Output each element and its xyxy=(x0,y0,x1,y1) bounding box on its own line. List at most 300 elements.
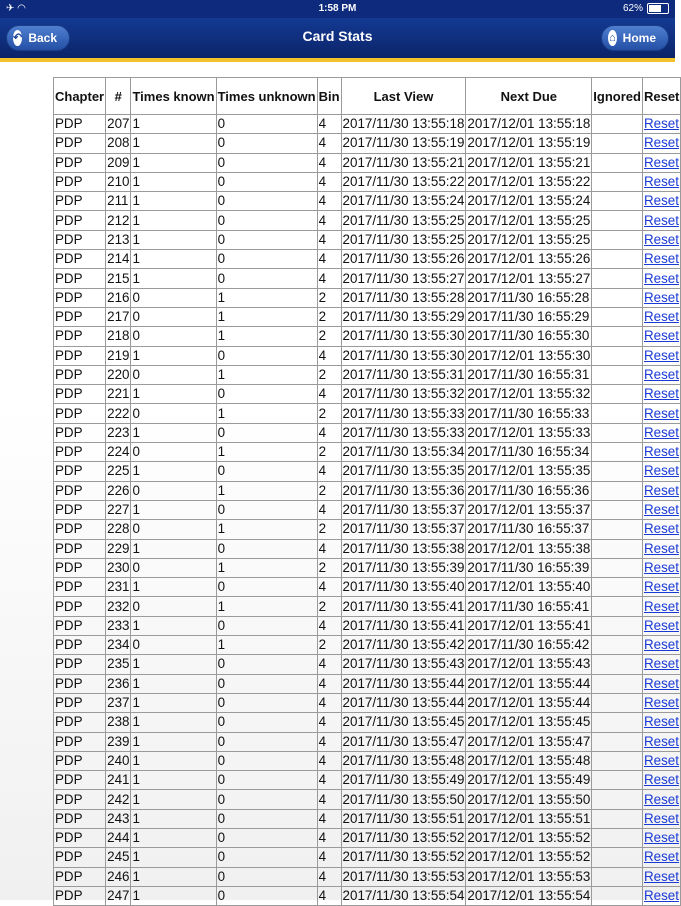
reset-link[interactable]: Reset xyxy=(643,733,679,749)
cell-times-known: 0 xyxy=(131,443,216,462)
cell-times-unknown: 0 xyxy=(216,211,317,230)
cell-reset xyxy=(642,115,680,134)
reset-link[interactable]: Reset xyxy=(643,830,679,846)
reset-link[interactable]: Reset xyxy=(643,868,679,884)
cell-ignored xyxy=(592,539,643,558)
cell-reset xyxy=(642,886,680,905)
cell-reset xyxy=(642,597,680,616)
cell-times-unknown: 1 xyxy=(216,481,317,500)
cell-chapter: PDP xyxy=(54,732,106,751)
cell-bin: 2 xyxy=(317,443,341,462)
cell-bin: 4 xyxy=(317,674,341,693)
cell-times-unknown: 1 xyxy=(216,636,317,655)
header-number: # xyxy=(106,78,131,115)
cell-reset xyxy=(642,481,680,500)
table-header-row xyxy=(54,78,681,115)
table-row xyxy=(54,269,681,288)
cell-chapter: PDP xyxy=(54,462,106,481)
cell-times-unknown: 1 xyxy=(216,520,317,539)
cell-last-view: 2017/11/30 13:55:44 xyxy=(341,693,466,712)
cell-number: 213 xyxy=(106,230,131,249)
cell-times-unknown: 0 xyxy=(216,732,317,751)
cell-last-view: 2017/11/30 13:55:42 xyxy=(341,636,466,655)
cell-number: 208 xyxy=(106,134,131,153)
cell-bin: 4 xyxy=(317,771,341,790)
cell-chapter: PDP xyxy=(54,346,106,365)
cell-bin: 4 xyxy=(317,578,341,597)
cell-times-known: 0 xyxy=(131,558,216,577)
cell-last-view: 2017/11/30 13:55:52 xyxy=(341,828,466,847)
table-row xyxy=(54,172,681,191)
header-ignored: Ignored xyxy=(592,78,643,115)
cell-times-unknown: 1 xyxy=(216,307,317,326)
table-row xyxy=(54,867,681,886)
cell-chapter: PDP xyxy=(54,751,106,770)
cell-next-due: 2017/11/30 16:55:29 xyxy=(466,307,592,326)
reset-link[interactable]: Reset xyxy=(643,482,679,498)
home-label: Home xyxy=(622,31,656,45)
cell-ignored xyxy=(592,192,643,211)
cell-next-due: 2017/12/01 13:55:44 xyxy=(466,693,592,712)
cell-ignored xyxy=(592,327,643,346)
cell-bin: 2 xyxy=(317,307,341,326)
cell-times-unknown: 0 xyxy=(216,828,317,847)
cell-reset xyxy=(642,693,680,712)
cell-times-known: 1 xyxy=(131,674,216,693)
cell-times-known: 1 xyxy=(131,867,216,886)
cell-number: 215 xyxy=(106,269,131,288)
cell-chapter: PDP xyxy=(54,616,106,635)
table-row xyxy=(54,790,681,809)
cell-last-view: 2017/11/30 13:55:27 xyxy=(341,269,466,288)
cell-number: 241 xyxy=(106,771,131,790)
cell-last-view: 2017/11/30 13:55:45 xyxy=(341,713,466,732)
cell-ignored xyxy=(592,481,643,500)
reset-link[interactable]: Reset xyxy=(643,810,679,826)
cell-ignored xyxy=(592,809,643,828)
cell-bin: 4 xyxy=(317,211,341,230)
status-time: 1:58 PM xyxy=(318,3,357,14)
table-row xyxy=(54,443,681,462)
cell-times-known: 0 xyxy=(131,520,216,539)
cell-last-view: 2017/11/30 13:55:30 xyxy=(341,327,466,346)
cell-ignored xyxy=(592,867,643,886)
cell-last-view: 2017/11/30 13:55:37 xyxy=(341,520,466,539)
cell-reset xyxy=(642,404,680,423)
table-row xyxy=(54,481,681,500)
cell-times-known: 1 xyxy=(131,230,216,249)
cell-last-view: 2017/11/30 13:55:24 xyxy=(341,192,466,211)
table-row xyxy=(54,597,681,616)
cell-times-known: 1 xyxy=(131,385,216,404)
cell-times-known: 0 xyxy=(131,327,216,346)
cell-times-known: 1 xyxy=(131,462,216,481)
cell-bin: 4 xyxy=(317,346,341,365)
cell-times-known: 1 xyxy=(131,192,216,211)
cell-chapter: PDP xyxy=(54,115,106,134)
table-row xyxy=(54,192,681,211)
cell-number: 239 xyxy=(106,732,131,751)
cell-times-known: 1 xyxy=(131,655,216,674)
table-row xyxy=(54,423,681,442)
cell-chapter: PDP xyxy=(54,674,106,693)
cell-times-unknown: 1 xyxy=(216,558,317,577)
header-reset: Reset xyxy=(642,78,680,115)
reset-link[interactable]: Reset xyxy=(643,579,679,595)
reset-link[interactable]: Reset xyxy=(643,116,679,132)
cell-reset xyxy=(642,346,680,365)
battery-status xyxy=(623,3,669,14)
back-arrow-icon: ↶ xyxy=(13,32,23,44)
cell-next-due: 2017/12/01 13:55:43 xyxy=(466,655,592,674)
table-row xyxy=(54,886,681,905)
reset-link[interactable]: Reset xyxy=(643,386,679,402)
cell-ignored xyxy=(592,172,643,191)
reset-link[interactable]: Reset xyxy=(643,502,679,518)
cell-ignored xyxy=(592,462,643,481)
cell-number: 230 xyxy=(106,558,131,577)
cell-ignored xyxy=(592,115,643,134)
reset-link[interactable]: Reset xyxy=(643,424,679,440)
cell-number: 232 xyxy=(106,597,131,616)
cell-chapter: PDP xyxy=(54,153,106,172)
reset-link[interactable]: Reset xyxy=(643,888,679,904)
reset-link[interactable]: Reset xyxy=(643,135,679,151)
cell-number: 221 xyxy=(106,385,131,404)
cell-reset xyxy=(642,134,680,153)
cell-number: 218 xyxy=(106,327,131,346)
reset-link[interactable]: Reset xyxy=(643,231,679,247)
cell-next-due: 2017/12/01 13:55:19 xyxy=(466,134,592,153)
cell-reset xyxy=(642,443,680,462)
cell-reset xyxy=(642,288,680,307)
cell-number: 243 xyxy=(106,809,131,828)
home-button[interactable] xyxy=(601,25,669,51)
cell-times-unknown: 0 xyxy=(216,192,317,211)
cell-times-known: 1 xyxy=(131,693,216,712)
cell-reset xyxy=(642,558,680,577)
cell-last-view: 2017/11/30 13:55:40 xyxy=(341,578,466,597)
cell-last-view: 2017/11/30 13:55:25 xyxy=(341,230,466,249)
cell-next-due: 2017/12/01 13:55:48 xyxy=(466,751,592,770)
cell-number: 223 xyxy=(106,423,131,442)
cell-next-due: 2017/12/01 13:55:25 xyxy=(466,211,592,230)
table-row xyxy=(54,732,681,751)
status-bar xyxy=(0,0,675,18)
reset-link[interactable]: Reset xyxy=(643,463,679,479)
cell-next-due: 2017/12/01 13:55:32 xyxy=(466,385,592,404)
cell-next-due: 2017/12/01 13:55:54 xyxy=(466,886,592,905)
cell-chapter: PDP xyxy=(54,288,106,307)
cell-ignored xyxy=(592,636,643,655)
cell-last-view: 2017/11/30 13:55:21 xyxy=(341,153,466,172)
cell-bin: 4 xyxy=(317,867,341,886)
cell-reset xyxy=(642,365,680,384)
cell-reset xyxy=(642,462,680,481)
reset-link[interactable]: Reset xyxy=(643,540,679,556)
cell-reset xyxy=(642,790,680,809)
table-row xyxy=(54,346,681,365)
cell-bin: 2 xyxy=(317,288,341,307)
reset-link[interactable]: Reset xyxy=(643,559,679,575)
reset-link[interactable]: Reset xyxy=(643,212,679,228)
cell-next-due: 2017/11/30 16:55:33 xyxy=(466,404,592,423)
cell-times-known: 1 xyxy=(131,539,216,558)
reset-link[interactable]: Reset xyxy=(643,637,679,653)
reset-link[interactable]: Reset xyxy=(643,154,679,170)
cell-reset xyxy=(642,250,680,269)
cell-chapter: PDP xyxy=(54,500,106,519)
cell-next-due: 2017/11/30 16:55:42 xyxy=(466,636,592,655)
cell-ignored xyxy=(592,520,643,539)
reset-link[interactable]: Reset xyxy=(643,656,679,672)
cell-next-due: 2017/12/01 13:55:52 xyxy=(466,828,592,847)
table-row xyxy=(54,365,681,384)
cell-reset xyxy=(642,655,680,674)
cell-next-due: 2017/11/30 16:55:34 xyxy=(466,443,592,462)
cell-chapter: PDP xyxy=(54,230,106,249)
cell-ignored xyxy=(592,751,643,770)
table-row xyxy=(54,520,681,539)
cell-times-unknown: 0 xyxy=(216,809,317,828)
cell-bin: 2 xyxy=(317,636,341,655)
reset-link[interactable]: Reset xyxy=(643,328,679,344)
cell-times-known: 1 xyxy=(131,250,216,269)
reset-link[interactable]: Reset xyxy=(643,444,679,460)
cell-number: 240 xyxy=(106,751,131,770)
cell-times-unknown: 1 xyxy=(216,288,317,307)
cell-times-known: 1 xyxy=(131,732,216,751)
cell-ignored xyxy=(592,288,643,307)
cell-chapter: PDP xyxy=(54,558,106,577)
reset-link[interactable]: Reset xyxy=(643,193,679,209)
cell-times-known: 0 xyxy=(131,288,216,307)
cell-next-due: 2017/12/01 13:55:50 xyxy=(466,790,592,809)
cell-ignored xyxy=(592,578,643,597)
table-row xyxy=(54,250,681,269)
reset-link[interactable]: Reset xyxy=(643,714,679,730)
reset-link[interactable]: Reset xyxy=(643,251,679,267)
cell-times-known: 1 xyxy=(131,134,216,153)
cell-reset xyxy=(642,674,680,693)
cell-chapter: PDP xyxy=(54,172,106,191)
cell-times-unknown: 0 xyxy=(216,886,317,905)
cell-number: 237 xyxy=(106,693,131,712)
reset-link[interactable]: Reset xyxy=(643,617,679,633)
cell-times-known: 1 xyxy=(131,115,216,134)
cell-last-view: 2017/11/30 13:55:35 xyxy=(341,462,466,481)
table-row xyxy=(54,771,681,790)
cell-reset xyxy=(642,751,680,770)
reset-link[interactable]: Reset xyxy=(643,675,679,691)
cell-number: 242 xyxy=(106,790,131,809)
reset-link[interactable]: Reset xyxy=(643,270,679,286)
table-row xyxy=(54,230,681,249)
cell-bin: 4 xyxy=(317,500,341,519)
cell-times-known: 0 xyxy=(131,636,216,655)
cell-next-due: 2017/12/01 13:55:35 xyxy=(466,462,592,481)
table-row xyxy=(54,558,681,577)
reset-link[interactable]: Reset xyxy=(643,598,679,614)
table-row xyxy=(54,462,681,481)
cell-times-known: 1 xyxy=(131,153,216,172)
cell-reset xyxy=(642,500,680,519)
reset-link[interactable]: Reset xyxy=(643,347,679,363)
cell-chapter: PDP xyxy=(54,269,106,288)
cell-times-unknown: 0 xyxy=(216,693,317,712)
cell-chapter: PDP xyxy=(54,578,106,597)
header-times-unknown: Times unknown xyxy=(216,78,317,115)
reset-link[interactable]: Reset xyxy=(643,367,679,382)
cell-bin: 4 xyxy=(317,828,341,847)
cell-times-unknown: 0 xyxy=(216,616,317,635)
cell-reset xyxy=(642,578,680,597)
cell-times-unknown: 0 xyxy=(216,153,317,172)
cell-last-view: 2017/11/30 13:55:54 xyxy=(341,886,466,905)
cell-last-view: 2017/11/30 13:55:36 xyxy=(341,481,466,500)
table-row xyxy=(54,616,681,635)
cell-ignored xyxy=(592,713,643,732)
cell-next-due: 2017/12/01 13:55:38 xyxy=(466,539,592,558)
cell-bin: 4 xyxy=(317,693,341,712)
cell-last-view: 2017/11/30 13:55:26 xyxy=(341,250,466,269)
cell-number: 225 xyxy=(106,462,131,481)
cell-last-view: 2017/11/30 13:55:52 xyxy=(341,848,466,867)
cell-bin: 4 xyxy=(317,423,341,442)
cell-next-due: 2017/11/30 16:55:31 xyxy=(466,365,592,384)
cell-times-unknown: 1 xyxy=(216,443,317,462)
reset-link[interactable]: Reset xyxy=(643,791,679,807)
cell-ignored xyxy=(592,230,643,249)
cell-ignored xyxy=(592,365,643,384)
table-row xyxy=(54,153,681,172)
reset-link[interactable]: Reset xyxy=(643,289,679,305)
cell-bin: 4 xyxy=(317,809,341,828)
table-row xyxy=(54,578,681,597)
header-last-view: Last View xyxy=(341,78,466,115)
cell-next-due: 2017/12/01 13:55:37 xyxy=(466,500,592,519)
cell-next-due: 2017/12/01 13:55:27 xyxy=(466,269,592,288)
cell-chapter: PDP xyxy=(54,636,106,655)
cell-next-due: 2017/12/01 13:55:18 xyxy=(466,115,592,134)
cell-bin: 4 xyxy=(317,192,341,211)
cell-last-view: 2017/11/30 13:55:43 xyxy=(341,655,466,674)
cell-bin: 4 xyxy=(317,655,341,674)
cell-next-due: 2017/12/01 13:55:26 xyxy=(466,250,592,269)
cell-reset xyxy=(642,269,680,288)
cell-number: 235 xyxy=(106,655,131,674)
cell-reset xyxy=(642,809,680,828)
cell-ignored xyxy=(592,404,643,423)
cell-reset xyxy=(642,636,680,655)
reset-link[interactable]: Reset xyxy=(643,405,679,421)
cell-ignored xyxy=(592,443,643,462)
cell-next-due: 2017/11/30 16:55:36 xyxy=(466,481,592,500)
cell-next-due: 2017/12/01 13:55:21 xyxy=(466,153,592,172)
cell-chapter: PDP xyxy=(54,520,106,539)
cell-times-unknown: 0 xyxy=(216,713,317,732)
cell-last-view: 2017/11/30 13:55:47 xyxy=(341,732,466,751)
cell-reset xyxy=(642,153,680,172)
cell-number: 244 xyxy=(106,828,131,847)
cell-times-unknown: 0 xyxy=(216,346,317,365)
cell-number: 247 xyxy=(106,886,131,905)
cell-chapter: PDP xyxy=(54,886,106,905)
cell-last-view: 2017/11/30 13:55:18 xyxy=(341,115,466,134)
cell-ignored xyxy=(592,597,643,616)
cell-bin: 4 xyxy=(317,172,341,191)
reset-link[interactable]: Reset xyxy=(643,695,679,711)
cell-number: 210 xyxy=(106,172,131,191)
table-row xyxy=(54,307,681,326)
reset-link[interactable]: Reset xyxy=(643,521,679,537)
table-row xyxy=(54,751,681,770)
cell-number: 246 xyxy=(106,867,131,886)
cell-ignored xyxy=(592,500,643,519)
cell-last-view: 2017/11/30 13:55:50 xyxy=(341,790,466,809)
cell-number: 233 xyxy=(106,616,131,635)
table-row xyxy=(54,211,681,230)
reset-link[interactable]: Reset xyxy=(643,752,679,768)
cell-last-view: 2017/11/30 13:55:28 xyxy=(341,288,466,307)
cell-times-unknown: 0 xyxy=(216,751,317,770)
cell-times-known: 1 xyxy=(131,828,216,847)
cell-last-view: 2017/11/30 13:55:41 xyxy=(341,597,466,616)
home-icon: ⌂ xyxy=(609,32,616,44)
reset-link[interactable]: Reset xyxy=(643,309,679,325)
cell-chapter: PDP xyxy=(54,597,106,616)
cell-chapter: PDP xyxy=(54,307,106,326)
cell-chapter: PDP xyxy=(54,423,106,442)
cell-number: 222 xyxy=(106,404,131,423)
cell-last-view: 2017/11/30 13:55:25 xyxy=(341,211,466,230)
cell-times-unknown: 0 xyxy=(216,172,317,191)
cell-chapter: PDP xyxy=(54,211,106,230)
cell-next-due: 2017/11/30 16:55:30 xyxy=(466,327,592,346)
cell-times-known: 1 xyxy=(131,578,216,597)
cell-next-due: 2017/12/01 13:55:25 xyxy=(466,230,592,249)
cell-bin: 4 xyxy=(317,115,341,134)
table-row xyxy=(54,288,681,307)
cell-reset xyxy=(642,867,680,886)
header-times-known: Times known xyxy=(131,78,216,115)
reset-link[interactable]: Reset xyxy=(643,849,679,865)
cell-bin: 4 xyxy=(317,751,341,770)
cell-bin: 4 xyxy=(317,134,341,153)
cell-number: 214 xyxy=(106,250,131,269)
cell-bin: 2 xyxy=(317,520,341,539)
cell-chapter: PDP xyxy=(54,327,106,346)
cell-ignored xyxy=(592,828,643,847)
cell-times-known: 1 xyxy=(131,886,216,905)
cell-last-view: 2017/11/30 13:55:33 xyxy=(341,423,466,442)
reset-link[interactable]: Reset xyxy=(643,772,679,788)
cell-number: 238 xyxy=(106,713,131,732)
cell-chapter: PDP xyxy=(54,693,106,712)
cell-reset xyxy=(642,192,680,211)
table-row xyxy=(54,115,681,134)
table-row xyxy=(54,539,681,558)
cell-last-view: 2017/11/30 13:55:32 xyxy=(341,385,466,404)
cell-times-unknown: 1 xyxy=(216,365,317,384)
cell-times-known: 0 xyxy=(131,404,216,423)
cell-next-due: 2017/12/01 13:55:22 xyxy=(466,172,592,191)
header-bin: Bin xyxy=(317,78,341,115)
cell-number: 219 xyxy=(106,346,131,365)
cell-ignored xyxy=(592,269,643,288)
table-row xyxy=(54,828,681,847)
reset-link[interactable]: Reset xyxy=(643,174,679,190)
